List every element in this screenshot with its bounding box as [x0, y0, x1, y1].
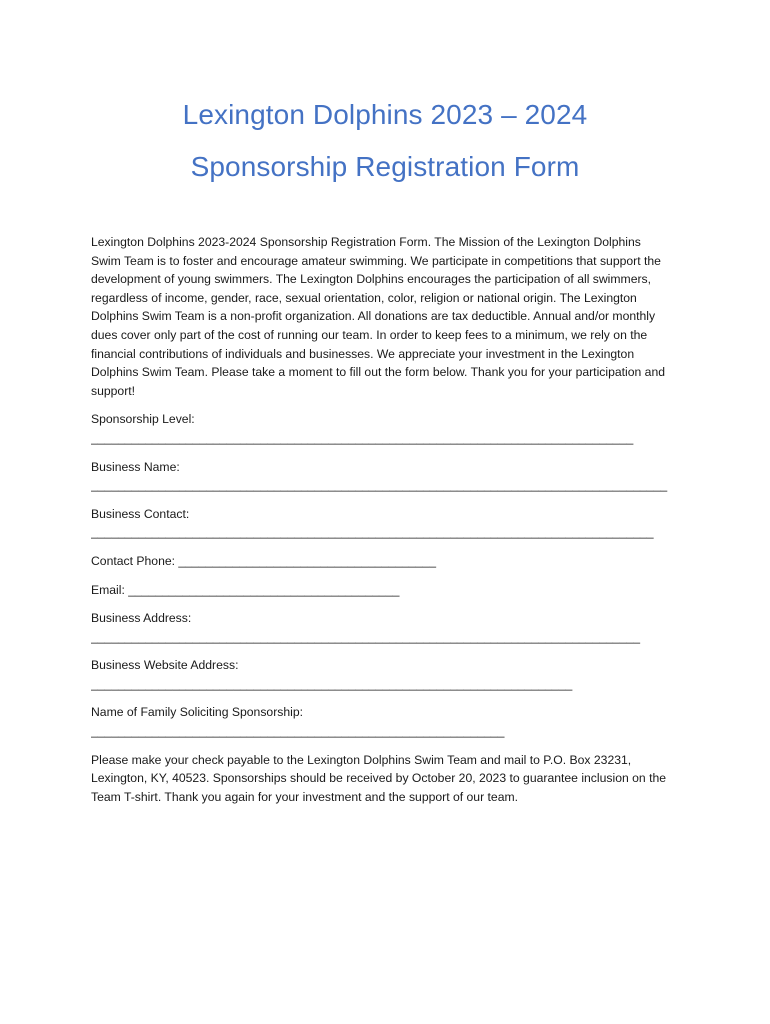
contact-phone-field: Contact Phone: ______________________________________	[91, 553, 436, 568]
business-address-field	[91, 609, 671, 646]
business-website-field	[91, 656, 671, 693]
business-name-blank: _____________________________________________________________________________________	[91, 478, 668, 493]
family-soliciting-field	[91, 703, 671, 740]
business-contact-blank: ___________________________________________________________________________________	[91, 525, 654, 540]
sponsorship-level-field	[91, 410, 671, 447]
document-body	[91, 233, 671, 806]
family-soliciting-label: Name of Family Soliciting Sponsorship:	[91, 705, 304, 720]
document-title-line-1: Lexington Dolphins 2023 – 2024	[182, 99, 588, 130]
family-soliciting-blank: _____________________________________________________________	[91, 724, 505, 739]
business-contact-label: Business Contact:	[91, 506, 190, 521]
document-title-line-2: Sponsorship Registration Form	[190, 151, 580, 182]
business-address-blank: _________________________________________________________________________________	[91, 629, 641, 644]
business-name-label: Business Name:	[91, 459, 180, 474]
business-contact-field	[91, 505, 671, 542]
sponsorship-level-blank: ________________________________________________________________________________	[91, 430, 634, 445]
business-website-label: Business Website Address:	[91, 658, 239, 673]
closing-paragraph: Please make your check payable to the Lexington Dolphins Swim Team and mail to P.O. Box 23231, Lexington, KY, 40523. Sponsorships should be received by October 20, 2023 to guarantee inclusion on the Team T-shirt. Thank you again for your investment and the support of our team.	[91, 752, 667, 804]
email-field: Email: ________________________________________	[91, 582, 400, 597]
business-address-label: Business Address:	[91, 611, 192, 626]
business-name-field	[91, 458, 671, 495]
sponsorship-level-label: Sponsorship Level:	[91, 412, 195, 427]
intro-paragraph: Lexington Dolphins 2023-2024 Sponsorship Registration Form. The Mission of the Lexington Dolphins Swim Team is to foster and encourage amateur swimming. We participate in competitions that support the development of young swimmers. The Lexington Dolphins encourages the participation of all swimmers, regardless of income, gender, race, sexual orientation, color, religion or national origin. The Lexington Dolphins Swim Team is a non-profit organization. All donations are tax deductible. Annual and/or monthly dues cover only part of the cost of running our team. In order to keep fees to a minimum, we rely on the financial contributions of individuals and businesses. We appreciate your investment in the Lexington Dolphins Swim Team. Please take a moment to fill out the form below. Thank you for your participation and support!	[91, 235, 666, 398]
business-website-blank: _______________________________________________________________________	[91, 676, 573, 691]
